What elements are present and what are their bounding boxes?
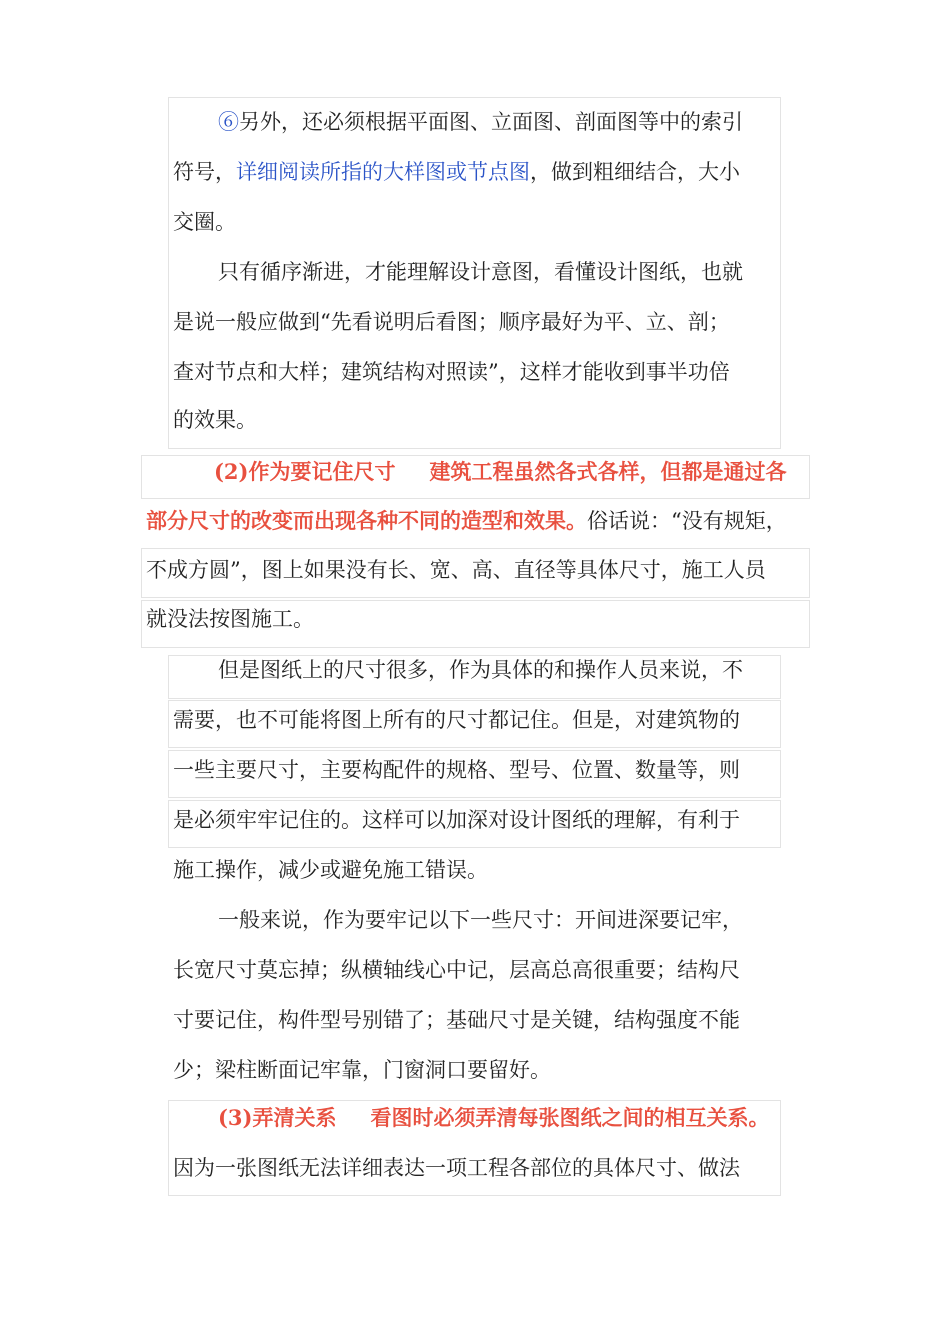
- section2-line2-text: 俗话说：“没有规矩，: [587, 509, 787, 533]
- para1-line2-c: ，做到粗细结合，大小: [530, 160, 740, 184]
- para4-line1: 但是图纸上的尺寸很多，作为具体的和操作人员来说，不: [218, 658, 743, 682]
- section2-heading: (2)作为要记住尺寸: [214, 459, 396, 484]
- para2-line4: 的效果。: [173, 408, 257, 432]
- para4-line3: 一些主要尺寸，主要构配件的规格、型号、位置、数量等，则: [173, 758, 740, 782]
- para4-line2: 需要，也不可能将图上所有的尺寸都记住。但是，对建筑物的: [173, 708, 740, 732]
- section3-line2: 因为一张图纸无法详细表达一项工程各部位的具体尺寸、做法: [173, 1156, 740, 1180]
- section3-heading: (3)弄清关系: [218, 1105, 337, 1130]
- para1-line2-a: 符号，: [173, 160, 236, 184]
- section2-line2: [146, 506, 787, 536]
- section2-line4: 就没法按图施工。: [146, 607, 314, 631]
- section2-line3: 不成方圆”，图上如果没有长、宽、高、直径等具体尺寸，施工人员: [146, 558, 766, 582]
- section2-line1: [214, 457, 786, 487]
- para2-line3: 查对节点和大样；建筑结构对照读”，这样才能收到事半功倍: [173, 360, 730, 384]
- section2-line1-emph: 建筑工程虽然各式各样，但都是通过各: [429, 459, 787, 484]
- para4-line5: 施工操作，减少或避免施工错误。: [173, 858, 488, 882]
- section3-line1-emph: 看图时必须弄清每张图纸之间的相互关系。: [370, 1105, 770, 1130]
- para5-line1: 一般来说，作为要牢记以下一些尺寸：开间进深要记牢，: [218, 908, 743, 932]
- para1-line2-highlight: 详细阅读所指的大样图或节点图: [236, 160, 530, 184]
- para1-line1: [218, 107, 743, 137]
- para4-line4: 是必须牢牢记住的。这样可以加深对设计图纸的理解，有利于: [173, 808, 740, 832]
- para5-line3: 寸要记住，构件型号别错了；基础尺寸是关键，结构强度不能: [173, 1008, 740, 1032]
- para1-line1-text: 另外，还必须根据平面图、立面图、剖面图等中的索引: [239, 110, 743, 134]
- section3-line1: [218, 1103, 769, 1133]
- para1-line2: [173, 157, 740, 187]
- section2-line2-emph: 部分尺寸的改变而出现各种不同的造型和效果。: [146, 508, 587, 533]
- para1-line3: 交圈。: [173, 210, 236, 234]
- para2-line2: 是说一般应做到“先看说明后看图；顺序最好为平、立、剖；: [173, 310, 730, 334]
- para5-line4: 少；梁柱断面记牢靠，门窗洞口要留好。: [173, 1058, 551, 1082]
- circled-six-marker: ⑥: [218, 110, 239, 134]
- para2-line1: 只有循序渐进，才能理解设计意图，看懂设计图纸，也就: [218, 260, 743, 284]
- para5-line2: 长宽尺寸莫忘掉；纵横轴线心中记，层高总高很重要；结构尺: [173, 958, 740, 982]
